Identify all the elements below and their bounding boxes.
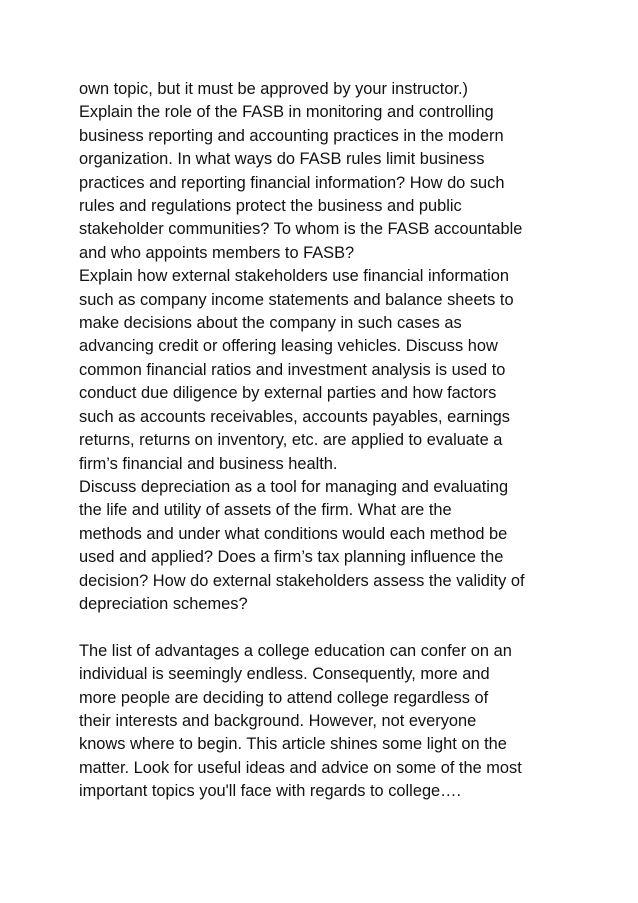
paragraph-college (79, 640, 579, 804)
text-line: methods and under what conditions would each method be (79, 524, 508, 543)
text-line: business reporting and accounting practices in the modern (79, 126, 504, 145)
text-line: depreciation schemes? (79, 594, 248, 613)
text-line: make decisions about the company in such cases as (79, 314, 462, 333)
text-line: stakeholder communities? To whom is the FASB accountable (79, 220, 523, 239)
text-line: the life and utility of assets of the firm. What are the (79, 501, 452, 520)
text-line: rules and regulations protect the business and public (79, 197, 462, 216)
text-line: and who appoints members to FASB? (79, 243, 355, 262)
text-line: Explain the role of the FASB in monitoring and controlling (79, 103, 494, 122)
document-body (79, 78, 579, 804)
text-line: advancing credit or offering leasing vehicles. Discuss how (79, 337, 498, 356)
text-line: organization. In what ways do FASB rules limit business (79, 150, 485, 169)
text-line: conduct due diligence by external parties and how factors (79, 384, 497, 403)
text-line: more people are deciding to attend college regardless of (79, 688, 489, 707)
text-line: The list of advantages a college education can confer on an (79, 641, 512, 660)
text-line: decision? How do external stakeholders assess the validity of (79, 571, 525, 590)
text-line: individual is seemingly endless. Consequently, more and (79, 665, 490, 684)
text-line: their interests and background. However, not everyone (79, 711, 477, 730)
text-line: knows where to begin. This article shines some light on the (79, 735, 507, 754)
text-line: firm’s financial and business health. (79, 454, 338, 473)
text-line: such as company income statements and balance sheets to (79, 290, 514, 309)
paragraph-assignment (79, 78, 579, 616)
text-line: own topic, but it must be approved by your instructor.) (79, 80, 469, 98)
paragraph-gap (79, 616, 579, 639)
text-line: matter. Look for useful ideas and advice on some of the most (79, 758, 522, 777)
text-line: Explain how external stakeholders use financial information (79, 267, 510, 286)
text-line: practices and reporting financial information? How do such (79, 173, 505, 192)
text-line: returns, returns on inventory, etc. are applied to evaluate a (79, 431, 503, 450)
text-line: such as accounts receivables, accounts payables, earnings (79, 407, 510, 426)
text-line: used and applied? Does a firm’s tax planning influence the (79, 548, 504, 567)
text-line: common financial ratios and investment analysis is used to (79, 360, 506, 379)
text-line: Discuss depreciation as a tool for managing and evaluating (79, 477, 509, 496)
text-line: important topics you'll face with regards to college…. (79, 782, 462, 801)
